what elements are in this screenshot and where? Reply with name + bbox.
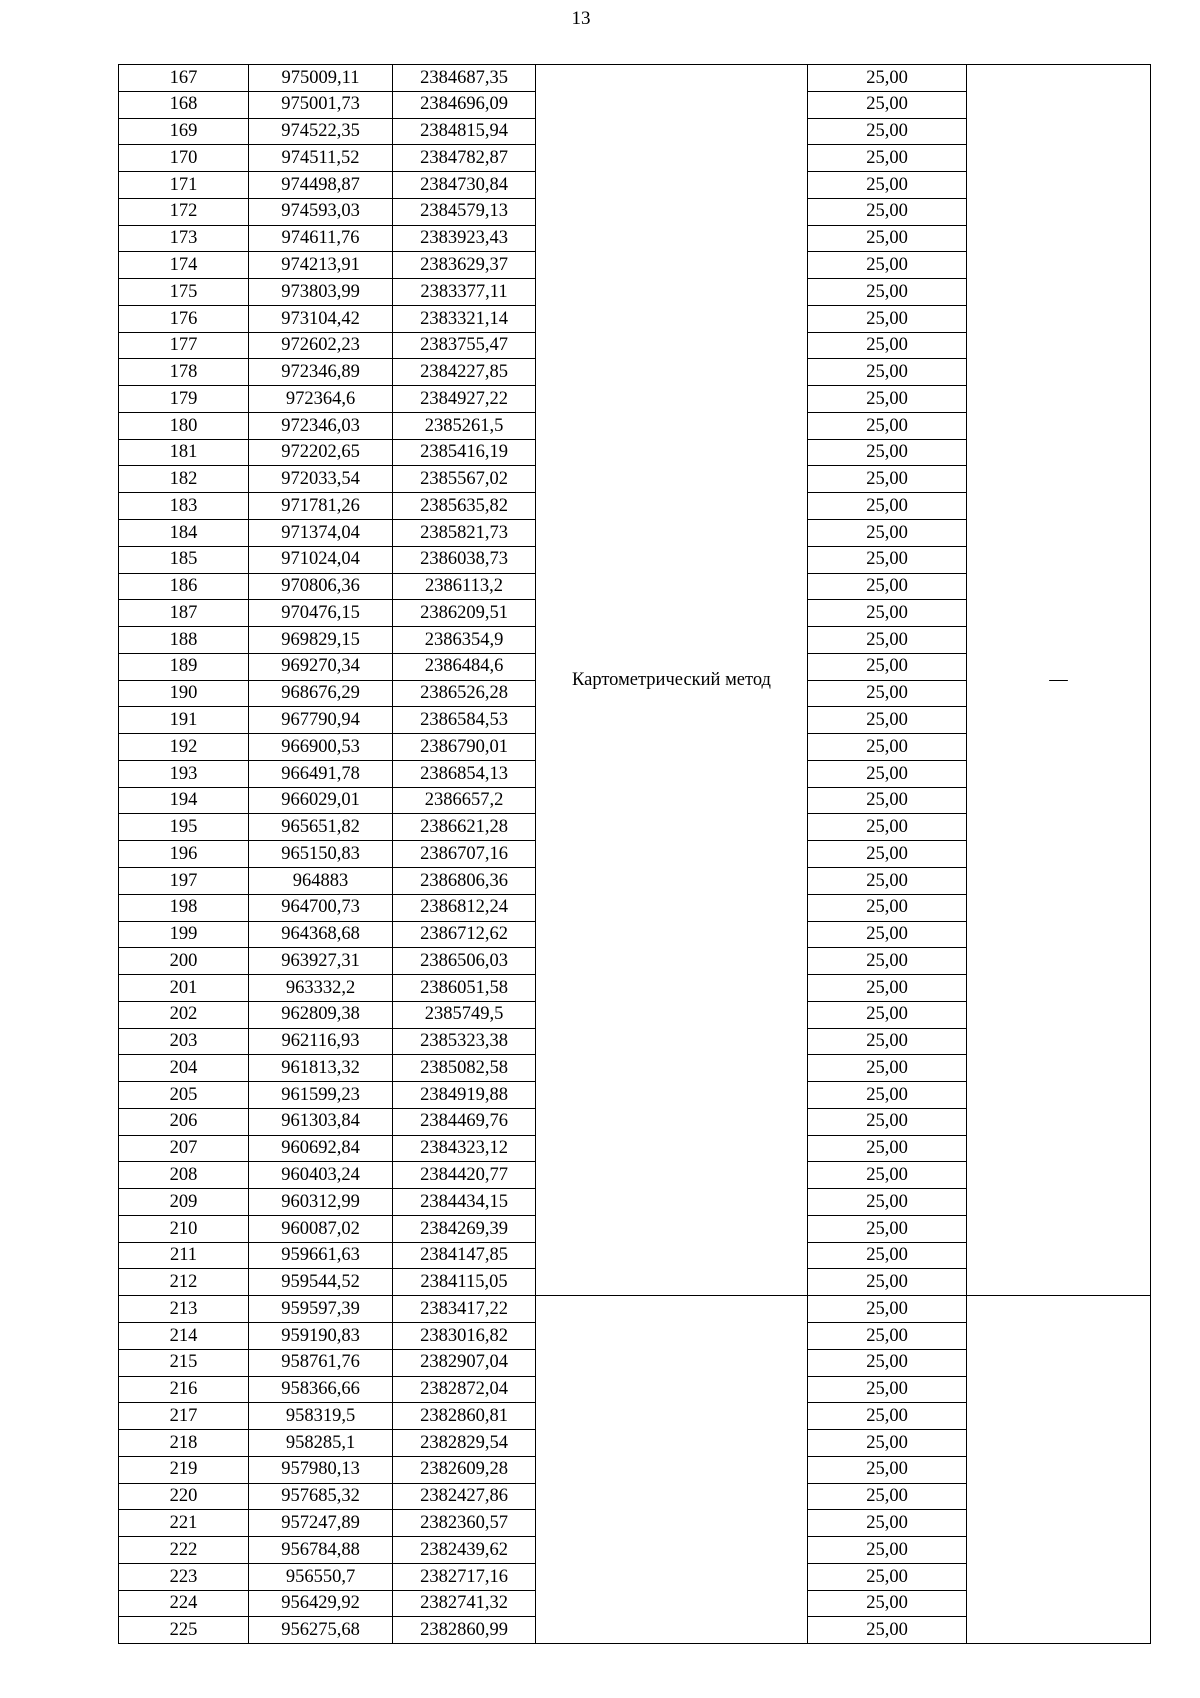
y-coordinate-cell: 2384469,76 bbox=[393, 1108, 536, 1135]
point-number-cell: 221 bbox=[119, 1510, 249, 1537]
point-number-cell: 223 bbox=[119, 1563, 249, 1590]
error-cell: 25,00 bbox=[808, 760, 967, 787]
point-number-cell: 168 bbox=[119, 91, 249, 118]
error-cell: 25,00 bbox=[808, 787, 967, 814]
point-number-cell: 206 bbox=[119, 1108, 249, 1135]
x-coordinate-cell: 975001,73 bbox=[249, 91, 393, 118]
y-coordinate-cell: 2382860,81 bbox=[393, 1403, 536, 1430]
point-number-cell: 225 bbox=[119, 1617, 249, 1644]
error-cell: 25,00 bbox=[808, 439, 967, 466]
point-number-cell: 176 bbox=[119, 305, 249, 332]
point-number-cell: 207 bbox=[119, 1135, 249, 1162]
point-number-cell: 197 bbox=[119, 867, 249, 894]
x-coordinate-cell: 974611,76 bbox=[249, 225, 393, 252]
x-coordinate-cell: 961599,23 bbox=[249, 1082, 393, 1109]
y-coordinate-cell: 2386506,03 bbox=[393, 948, 536, 975]
y-coordinate-cell: 2386038,73 bbox=[393, 546, 536, 573]
y-coordinate-cell: 2385821,73 bbox=[393, 520, 536, 547]
point-number-cell: 201 bbox=[119, 975, 249, 1002]
page-number: 13 bbox=[571, 8, 591, 29]
x-coordinate-cell: 959661,63 bbox=[249, 1242, 393, 1269]
error-cell: 25,00 bbox=[808, 867, 967, 894]
x-coordinate-cell: 966491,78 bbox=[249, 760, 393, 787]
error-cell: 25,00 bbox=[808, 1563, 967, 1590]
x-coordinate-cell: 956429,92 bbox=[249, 1590, 393, 1617]
x-coordinate-cell: 974511,52 bbox=[249, 145, 393, 172]
y-coordinate-cell: 2386484,6 bbox=[393, 653, 536, 680]
x-coordinate-cell: 963927,31 bbox=[249, 948, 393, 975]
y-coordinate-cell: 2385082,58 bbox=[393, 1055, 536, 1082]
method-cell bbox=[536, 1296, 808, 1644]
error-cell: 25,00 bbox=[808, 198, 967, 225]
note-cell bbox=[967, 1296, 1151, 1644]
point-number-cell: 196 bbox=[119, 841, 249, 868]
table-row bbox=[119, 65, 1151, 92]
x-coordinate-cell: 967790,94 bbox=[249, 707, 393, 734]
y-coordinate-cell: 2384696,09 bbox=[393, 91, 536, 118]
point-number-cell: 209 bbox=[119, 1189, 249, 1216]
point-number-cell: 175 bbox=[119, 279, 249, 306]
error-cell: 25,00 bbox=[808, 1269, 967, 1296]
y-coordinate-cell: 2383016,82 bbox=[393, 1322, 536, 1349]
x-coordinate-cell: 958285,1 bbox=[249, 1430, 393, 1457]
x-coordinate-cell: 959544,52 bbox=[249, 1269, 393, 1296]
x-coordinate-cell: 958319,5 bbox=[249, 1403, 393, 1430]
y-coordinate-cell: 2383417,22 bbox=[393, 1296, 536, 1323]
y-coordinate-cell: 2382872,04 bbox=[393, 1376, 536, 1403]
y-coordinate-cell: 2386707,16 bbox=[393, 841, 536, 868]
y-coordinate-cell: 2382860,99 bbox=[393, 1617, 536, 1644]
x-coordinate-cell: 969270,34 bbox=[249, 653, 393, 680]
error-cell: 25,00 bbox=[808, 1510, 967, 1537]
y-coordinate-cell: 2386526,28 bbox=[393, 680, 536, 707]
point-number-cell: 217 bbox=[119, 1403, 249, 1430]
error-cell: 25,00 bbox=[808, 1483, 967, 1510]
x-coordinate-cell: 970806,36 bbox=[249, 573, 393, 600]
y-coordinate-cell: 2385749,5 bbox=[393, 1001, 536, 1028]
point-number-cell: 216 bbox=[119, 1376, 249, 1403]
y-coordinate-cell: 2386621,28 bbox=[393, 814, 536, 841]
x-coordinate-cell: 974522,35 bbox=[249, 118, 393, 145]
x-coordinate-cell: 974213,91 bbox=[249, 252, 393, 279]
error-cell: 25,00 bbox=[808, 305, 967, 332]
y-coordinate-cell: 2384579,13 bbox=[393, 198, 536, 225]
x-coordinate-cell: 965150,83 bbox=[249, 841, 393, 868]
x-coordinate-cell: 956784,88 bbox=[249, 1537, 393, 1564]
x-coordinate-cell: 972202,65 bbox=[249, 439, 393, 466]
y-coordinate-cell: 2384323,12 bbox=[393, 1135, 536, 1162]
y-coordinate-cell: 2382741,32 bbox=[393, 1590, 536, 1617]
point-number-cell: 218 bbox=[119, 1430, 249, 1457]
error-cell: 25,00 bbox=[808, 332, 967, 359]
note-cell: — bbox=[967, 65, 1151, 1296]
y-coordinate-cell: 2383321,14 bbox=[393, 305, 536, 332]
point-number-cell: 184 bbox=[119, 520, 249, 547]
y-coordinate-cell: 2383755,47 bbox=[393, 332, 536, 359]
x-coordinate-cell: 964368,68 bbox=[249, 921, 393, 948]
x-coordinate-cell: 970476,15 bbox=[249, 600, 393, 627]
point-number-cell: 220 bbox=[119, 1483, 249, 1510]
point-number-cell: 169 bbox=[119, 118, 249, 145]
x-coordinate-cell: 968676,29 bbox=[249, 680, 393, 707]
error-cell: 25,00 bbox=[808, 145, 967, 172]
coordinates-table bbox=[118, 64, 1151, 1644]
error-cell: 25,00 bbox=[808, 225, 967, 252]
x-coordinate-cell: 972033,54 bbox=[249, 466, 393, 493]
point-number-cell: 224 bbox=[119, 1590, 249, 1617]
error-cell: 25,00 bbox=[808, 1162, 967, 1189]
point-number-cell: 186 bbox=[119, 573, 249, 600]
point-number-cell: 214 bbox=[119, 1322, 249, 1349]
y-coordinate-cell: 2384782,87 bbox=[393, 145, 536, 172]
point-number-cell: 208 bbox=[119, 1162, 249, 1189]
error-cell: 25,00 bbox=[808, 948, 967, 975]
y-coordinate-cell: 2386790,01 bbox=[393, 734, 536, 761]
point-number-cell: 219 bbox=[119, 1456, 249, 1483]
error-cell: 25,00 bbox=[808, 118, 967, 145]
error-cell: 25,00 bbox=[808, 386, 967, 413]
error-cell: 25,00 bbox=[808, 466, 967, 493]
x-coordinate-cell: 973803,99 bbox=[249, 279, 393, 306]
x-coordinate-cell: 963332,2 bbox=[249, 975, 393, 1002]
error-cell: 25,00 bbox=[808, 975, 967, 1002]
error-cell: 25,00 bbox=[808, 1028, 967, 1055]
point-number-cell: 174 bbox=[119, 252, 249, 279]
y-coordinate-cell: 2382609,28 bbox=[393, 1456, 536, 1483]
error-cell: 25,00 bbox=[808, 65, 967, 92]
point-number-cell: 203 bbox=[119, 1028, 249, 1055]
y-coordinate-cell: 2384434,15 bbox=[393, 1189, 536, 1216]
x-coordinate-cell: 965651,82 bbox=[249, 814, 393, 841]
error-cell: 25,00 bbox=[808, 91, 967, 118]
x-coordinate-cell: 957685,32 bbox=[249, 1483, 393, 1510]
point-number-cell: 173 bbox=[119, 225, 249, 252]
point-number-cell: 212 bbox=[119, 1269, 249, 1296]
x-coordinate-cell: 972602,23 bbox=[249, 332, 393, 359]
error-cell: 25,00 bbox=[808, 252, 967, 279]
error-cell: 25,00 bbox=[808, 1082, 967, 1109]
point-number-cell: 190 bbox=[119, 680, 249, 707]
point-number-cell: 177 bbox=[119, 332, 249, 359]
coordinates-table-body bbox=[119, 65, 1151, 1644]
error-cell: 25,00 bbox=[808, 520, 967, 547]
point-number-cell: 210 bbox=[119, 1215, 249, 1242]
x-coordinate-cell: 958761,76 bbox=[249, 1349, 393, 1376]
error-cell: 25,00 bbox=[808, 1349, 967, 1376]
error-cell: 25,00 bbox=[808, 1590, 967, 1617]
point-number-cell: 183 bbox=[119, 493, 249, 520]
y-coordinate-cell: 2384420,77 bbox=[393, 1162, 536, 1189]
y-coordinate-cell: 2382717,16 bbox=[393, 1563, 536, 1590]
error-cell: 25,00 bbox=[808, 1322, 967, 1349]
y-coordinate-cell: 2383923,43 bbox=[393, 225, 536, 252]
point-number-cell: 204 bbox=[119, 1055, 249, 1082]
point-number-cell: 188 bbox=[119, 627, 249, 654]
x-coordinate-cell: 961813,32 bbox=[249, 1055, 393, 1082]
y-coordinate-cell: 2386657,2 bbox=[393, 787, 536, 814]
x-coordinate-cell: 959190,83 bbox=[249, 1322, 393, 1349]
point-number-cell: 211 bbox=[119, 1242, 249, 1269]
point-number-cell: 195 bbox=[119, 814, 249, 841]
x-coordinate-cell: 960087,02 bbox=[249, 1215, 393, 1242]
y-coordinate-cell: 2383629,37 bbox=[393, 252, 536, 279]
y-coordinate-cell: 2385323,38 bbox=[393, 1028, 536, 1055]
y-coordinate-cell: 2385567,02 bbox=[393, 466, 536, 493]
x-coordinate-cell: 966900,53 bbox=[249, 734, 393, 761]
error-cell: 25,00 bbox=[808, 493, 967, 520]
x-coordinate-cell: 972346,89 bbox=[249, 359, 393, 386]
error-cell: 25,00 bbox=[808, 653, 967, 680]
y-coordinate-cell: 2382360,57 bbox=[393, 1510, 536, 1537]
method-cell: Картометрический метод bbox=[536, 65, 808, 1296]
y-coordinate-cell: 2383377,11 bbox=[393, 279, 536, 306]
y-coordinate-cell: 2384687,35 bbox=[393, 65, 536, 92]
error-cell: 25,00 bbox=[808, 1537, 967, 1564]
y-coordinate-cell: 2384927,22 bbox=[393, 386, 536, 413]
x-coordinate-cell: 964883 bbox=[249, 867, 393, 894]
error-cell: 25,00 bbox=[808, 1617, 967, 1644]
y-coordinate-cell: 2382427,86 bbox=[393, 1483, 536, 1510]
point-number-cell: 213 bbox=[119, 1296, 249, 1323]
x-coordinate-cell: 964700,73 bbox=[249, 894, 393, 921]
y-coordinate-cell: 2386354,9 bbox=[393, 627, 536, 654]
x-coordinate-cell: 972346,03 bbox=[249, 412, 393, 439]
point-number-cell: 171 bbox=[119, 172, 249, 199]
error-cell: 25,00 bbox=[808, 600, 967, 627]
point-number-cell: 179 bbox=[119, 386, 249, 413]
error-cell: 25,00 bbox=[808, 814, 967, 841]
point-number-cell: 185 bbox=[119, 546, 249, 573]
point-number-cell: 170 bbox=[119, 145, 249, 172]
y-coordinate-cell: 2386209,51 bbox=[393, 600, 536, 627]
y-coordinate-cell: 2382907,04 bbox=[393, 1349, 536, 1376]
point-number-cell: 167 bbox=[119, 65, 249, 92]
point-number-cell: 202 bbox=[119, 1001, 249, 1028]
y-coordinate-cell: 2384115,05 bbox=[393, 1269, 536, 1296]
x-coordinate-cell: 962116,93 bbox=[249, 1028, 393, 1055]
point-number-cell: 172 bbox=[119, 198, 249, 225]
error-cell: 25,00 bbox=[808, 1001, 967, 1028]
point-number-cell: 193 bbox=[119, 760, 249, 787]
x-coordinate-cell: 971781,26 bbox=[249, 493, 393, 520]
x-coordinate-cell: 960403,24 bbox=[249, 1162, 393, 1189]
point-number-cell: 222 bbox=[119, 1537, 249, 1564]
y-coordinate-cell: 2384227,85 bbox=[393, 359, 536, 386]
x-coordinate-cell: 960692,84 bbox=[249, 1135, 393, 1162]
error-cell: 25,00 bbox=[808, 734, 967, 761]
error-cell: 25,00 bbox=[808, 1242, 967, 1269]
point-number-cell: 178 bbox=[119, 359, 249, 386]
x-coordinate-cell: 973104,42 bbox=[249, 305, 393, 332]
error-cell: 25,00 bbox=[808, 546, 967, 573]
y-coordinate-cell: 2385261,5 bbox=[393, 412, 536, 439]
point-number-cell: 205 bbox=[119, 1082, 249, 1109]
y-coordinate-cell: 2386812,24 bbox=[393, 894, 536, 921]
point-number-cell: 198 bbox=[119, 894, 249, 921]
point-number-cell: 199 bbox=[119, 921, 249, 948]
error-cell: 25,00 bbox=[808, 1376, 967, 1403]
error-cell: 25,00 bbox=[808, 412, 967, 439]
x-coordinate-cell: 975009,11 bbox=[249, 65, 393, 92]
point-number-cell: 192 bbox=[119, 734, 249, 761]
x-coordinate-cell: 958366,66 bbox=[249, 1376, 393, 1403]
error-cell: 25,00 bbox=[808, 680, 967, 707]
y-coordinate-cell: 2382829,54 bbox=[393, 1430, 536, 1457]
y-coordinate-cell: 2386051,58 bbox=[393, 975, 536, 1002]
x-coordinate-cell: 957980,13 bbox=[249, 1456, 393, 1483]
y-coordinate-cell: 2385635,82 bbox=[393, 493, 536, 520]
x-coordinate-cell: 969829,15 bbox=[249, 627, 393, 654]
y-coordinate-cell: 2386806,36 bbox=[393, 867, 536, 894]
y-coordinate-cell: 2386113,2 bbox=[393, 573, 536, 600]
y-coordinate-cell: 2385416,19 bbox=[393, 439, 536, 466]
x-coordinate-cell: 971024,04 bbox=[249, 546, 393, 573]
error-cell: 25,00 bbox=[808, 573, 967, 600]
error-cell: 25,00 bbox=[808, 1456, 967, 1483]
x-coordinate-cell: 972364,6 bbox=[249, 386, 393, 413]
y-coordinate-cell: 2386854,13 bbox=[393, 760, 536, 787]
point-number-cell: 200 bbox=[119, 948, 249, 975]
x-coordinate-cell: 957247,89 bbox=[249, 1510, 393, 1537]
error-cell: 25,00 bbox=[808, 279, 967, 306]
point-number-cell: 187 bbox=[119, 600, 249, 627]
x-coordinate-cell: 956275,68 bbox=[249, 1617, 393, 1644]
x-coordinate-cell: 960312,99 bbox=[249, 1189, 393, 1216]
error-cell: 25,00 bbox=[808, 627, 967, 654]
x-coordinate-cell: 974593,03 bbox=[249, 198, 393, 225]
x-coordinate-cell: 961303,84 bbox=[249, 1108, 393, 1135]
x-coordinate-cell: 956550,7 bbox=[249, 1563, 393, 1590]
error-cell: 25,00 bbox=[808, 1108, 967, 1135]
error-cell: 25,00 bbox=[808, 841, 967, 868]
error-cell: 25,00 bbox=[808, 1215, 967, 1242]
x-coordinate-cell: 966029,01 bbox=[249, 787, 393, 814]
table-row bbox=[119, 1296, 1151, 1323]
y-coordinate-cell: 2384730,84 bbox=[393, 172, 536, 199]
error-cell: 25,00 bbox=[808, 359, 967, 386]
y-coordinate-cell: 2384269,39 bbox=[393, 1215, 536, 1242]
error-cell: 25,00 bbox=[808, 1430, 967, 1457]
x-coordinate-cell: 959597,39 bbox=[249, 1296, 393, 1323]
error-cell: 25,00 bbox=[808, 1055, 967, 1082]
point-number-cell: 182 bbox=[119, 466, 249, 493]
error-cell: 25,00 bbox=[808, 1403, 967, 1430]
point-number-cell: 194 bbox=[119, 787, 249, 814]
x-coordinate-cell: 971374,04 bbox=[249, 520, 393, 547]
error-cell: 25,00 bbox=[808, 172, 967, 199]
x-coordinate-cell: 974498,87 bbox=[249, 172, 393, 199]
error-cell: 25,00 bbox=[808, 1189, 967, 1216]
point-number-cell: 180 bbox=[119, 412, 249, 439]
y-coordinate-cell: 2384147,85 bbox=[393, 1242, 536, 1269]
point-number-cell: 191 bbox=[119, 707, 249, 734]
y-coordinate-cell: 2386712,62 bbox=[393, 921, 536, 948]
y-coordinate-cell: 2382439,62 bbox=[393, 1537, 536, 1564]
error-cell: 25,00 bbox=[808, 894, 967, 921]
error-cell: 25,00 bbox=[808, 707, 967, 734]
point-number-cell: 181 bbox=[119, 439, 249, 466]
y-coordinate-cell: 2384815,94 bbox=[393, 118, 536, 145]
error-cell: 25,00 bbox=[808, 1135, 967, 1162]
error-cell: 25,00 bbox=[808, 921, 967, 948]
point-number-cell: 189 bbox=[119, 653, 249, 680]
y-coordinate-cell: 2386584,53 bbox=[393, 707, 536, 734]
y-coordinate-cell: 2384919,88 bbox=[393, 1082, 536, 1109]
error-cell: 25,00 bbox=[808, 1296, 967, 1323]
x-coordinate-cell: 962809,38 bbox=[249, 1001, 393, 1028]
point-number-cell: 215 bbox=[119, 1349, 249, 1376]
